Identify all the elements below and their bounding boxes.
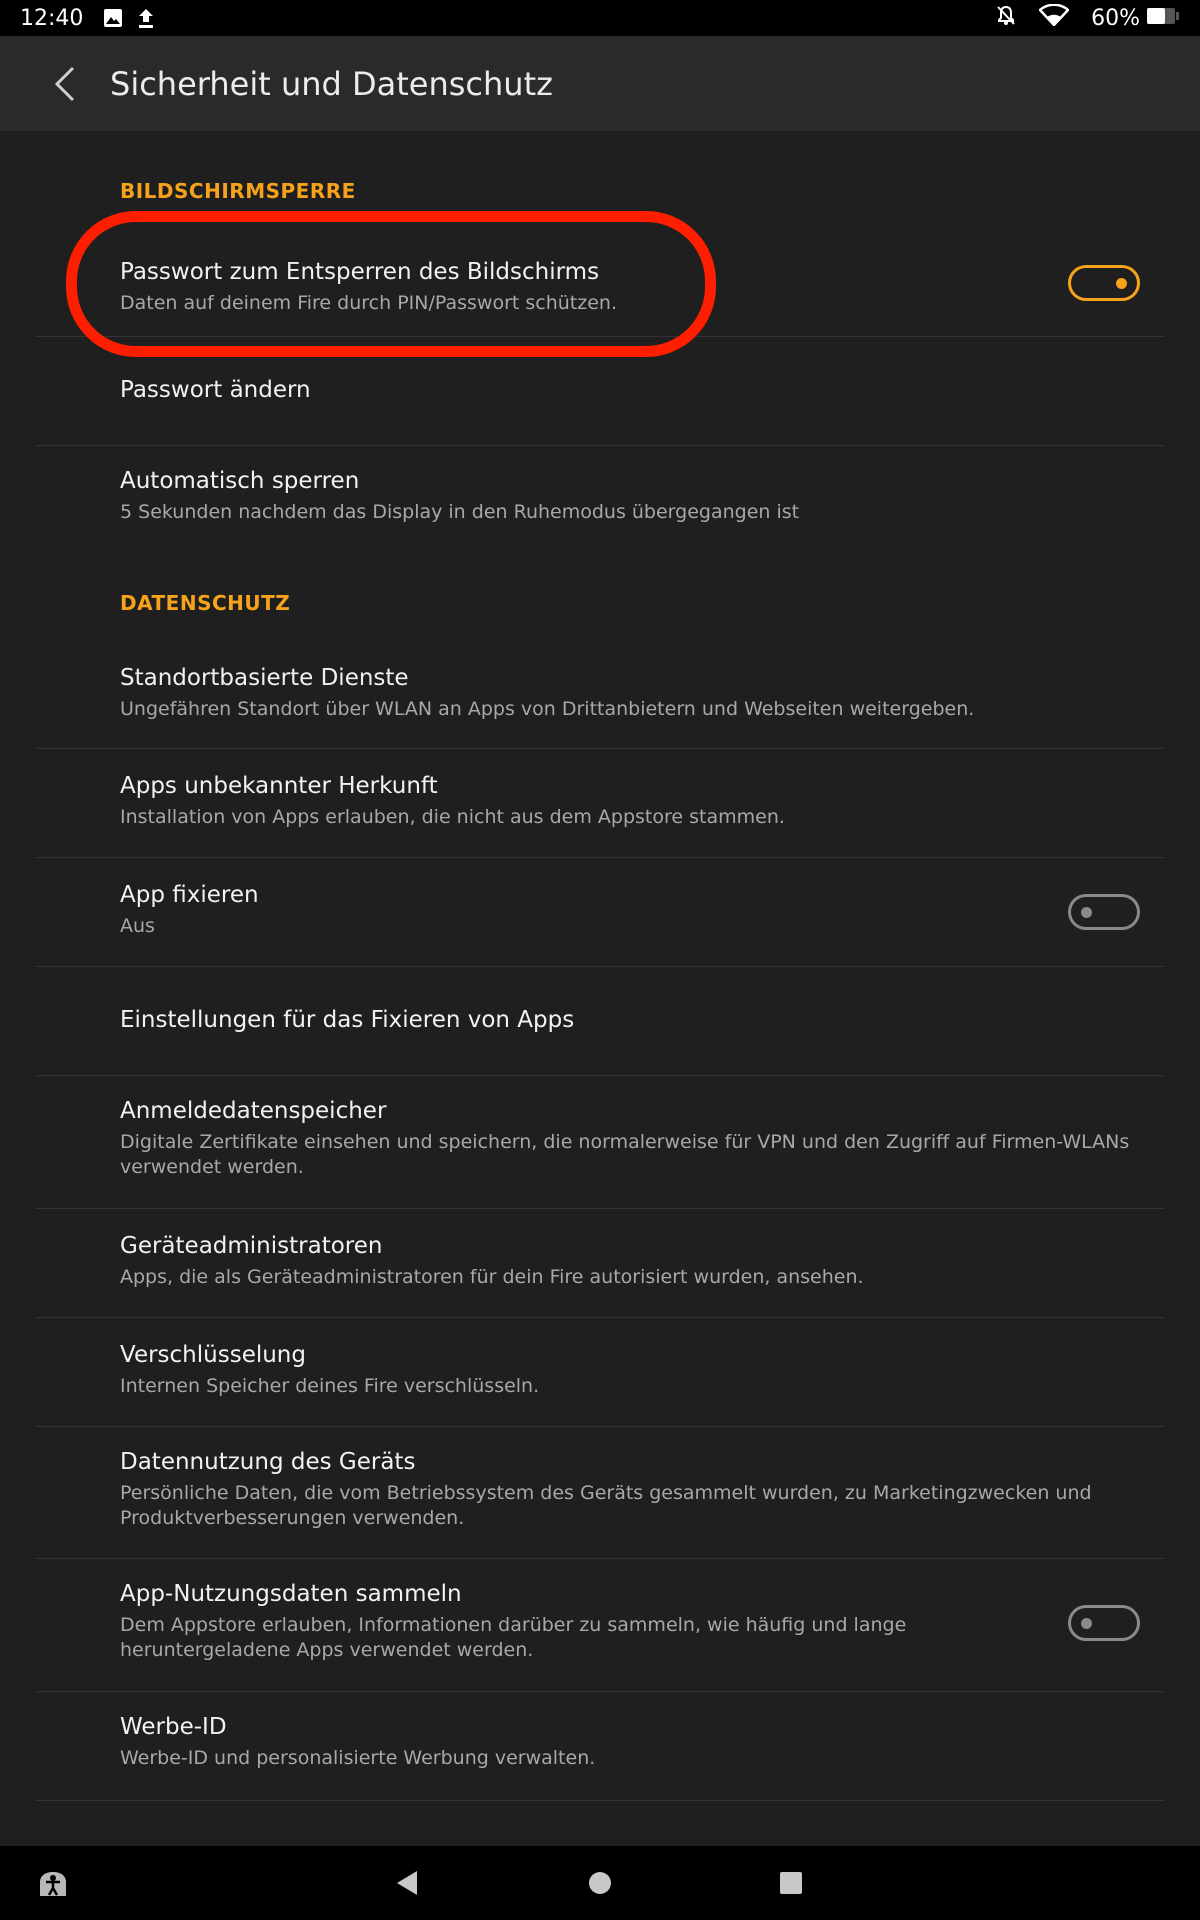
list-item-change-password[interactable] xyxy=(36,337,1164,446)
lock-password-toggle[interactable] xyxy=(1068,265,1140,301)
list-item-subtitle: Dem Appstore erlauben, Informationen darüber zu sammeln, wie häufig und lange heruntergeladene Apps verwendet werden. xyxy=(120,1614,907,1661)
notifications-off-icon xyxy=(995,4,1017,32)
list-item-device-data-usage[interactable] xyxy=(36,1427,1164,1559)
list-item-advertising-id[interactable] xyxy=(36,1692,1164,1801)
list-item-app-pinning-settings[interactable] xyxy=(36,967,1164,1076)
toggle-knob xyxy=(1081,1618,1092,1629)
toggle-knob xyxy=(1081,907,1092,918)
app-pinning-toggle[interactable] xyxy=(1068,894,1140,930)
accessibility-button[interactable] xyxy=(8,1846,98,1920)
app-usage-data-toggle[interactable] xyxy=(1068,1605,1140,1641)
toggle-knob xyxy=(1116,278,1127,289)
battery-percent: 60% xyxy=(1091,5,1140,31)
list-item-subtitle: Ungefähren Standort über WLAN an Apps von Drittanbietern und Webseiten weitergeben. xyxy=(120,698,975,720)
nav-back-button[interactable] xyxy=(362,1846,452,1920)
list-item-subtitle: Digitale Zertifikate einsehen und speichern, die normalerweise für VPN und den Zugriff auf Firmen-WLANs verwendet werden. xyxy=(120,1131,1130,1178)
list-item-subtitle: Daten auf deinem Fire durch PIN/Passwort schützen. xyxy=(120,292,617,314)
list-item-app-usage-data[interactable] xyxy=(36,1559,1164,1692)
list-item-title: Datennutzung des Geräts xyxy=(120,1449,416,1475)
list-item-title: App-Nutzungsdaten sammeln xyxy=(120,1581,462,1607)
list-item-location-services[interactable] xyxy=(36,641,1164,749)
nav-home-button[interactable] xyxy=(555,1846,645,1920)
back-arrow-icon xyxy=(53,64,77,104)
list-item-title: Passwort zum Entsperren des Bildschirms xyxy=(120,259,600,285)
list-item-subtitle: Internen Speicher deines Fire verschlüsseln. xyxy=(120,1375,540,1397)
list-item-title: Anmeldedatenspeicher xyxy=(120,1098,387,1124)
home-circle-icon xyxy=(588,1871,612,1895)
back-button[interactable] xyxy=(20,36,110,131)
battery-icon xyxy=(1146,6,1180,31)
wifi-icon xyxy=(1039,4,1069,32)
list-item-title: Standortbasierte Dienste xyxy=(120,665,409,691)
list-item-subtitle: Persönliche Daten, die vom Betriebssystem des Geräts gesammelt wurden, zu Marketingzwecken und Produktverbesserungen verwenden. xyxy=(120,1482,1092,1529)
list-item-title: Werbe-ID xyxy=(120,1714,227,1740)
app-bar xyxy=(0,36,1200,131)
list-item-title: Verschlüsselung xyxy=(120,1342,306,1368)
image-icon xyxy=(103,8,123,28)
list-item-auto-lock[interactable] xyxy=(36,446,1164,556)
list-item-encryption[interactable] xyxy=(36,1318,1164,1427)
list-item-title: Apps unbekannter Herkunft xyxy=(120,773,438,799)
list-item-subtitle: Aus xyxy=(120,915,155,937)
nav-recents-button[interactable] xyxy=(746,1846,836,1920)
list-item-lock-password[interactable] xyxy=(36,227,1164,337)
list-item-credential-storage[interactable] xyxy=(36,1076,1164,1209)
page-title: Sicherheit und Datenschutz xyxy=(110,64,553,103)
section-header-privacy: DATENSCHUTZ xyxy=(120,591,291,615)
settings-list xyxy=(0,131,1200,1846)
list-item-subtitle: Installation von Apps erlauben, die nicht aus dem Appstore stammen. xyxy=(120,806,785,828)
list-item-device-administrators[interactable] xyxy=(36,1209,1164,1318)
status-time: 12:40 xyxy=(20,5,84,31)
list-item-subtitle: 5 Sekunden nachdem das Display in den Ruhemodus übergegangen ist xyxy=(120,501,800,523)
list-item-unknown-sources[interactable] xyxy=(36,749,1164,858)
list-item-app-pinning[interactable] xyxy=(36,858,1164,967)
list-item-title: Geräteadministratoren xyxy=(120,1233,383,1259)
list-item-title: Passwort ändern xyxy=(120,377,311,403)
navigation-bar xyxy=(0,1846,1200,1920)
back-triangle-icon xyxy=(395,1870,419,1896)
recents-square-icon xyxy=(779,1871,803,1895)
status-bar xyxy=(0,0,1200,36)
battery-indicator xyxy=(1091,6,1180,31)
list-item-title: App fixieren xyxy=(120,882,259,908)
list-item-title: Einstellungen für das Fixieren von Apps xyxy=(120,1007,575,1033)
list-item-subtitle: Apps, die als Geräteadministratoren für dein Fire autorisiert wurden, ansehen. xyxy=(120,1266,864,1288)
upload-icon xyxy=(137,7,155,29)
list-item-subtitle: Werbe-ID und personalisierte Werbung verwalten. xyxy=(120,1747,596,1769)
accessibility-icon xyxy=(37,1868,69,1898)
list-item-title: Automatisch sperren xyxy=(120,468,360,494)
section-header-lock: BILDSCHIRMSPERRE xyxy=(120,179,356,203)
